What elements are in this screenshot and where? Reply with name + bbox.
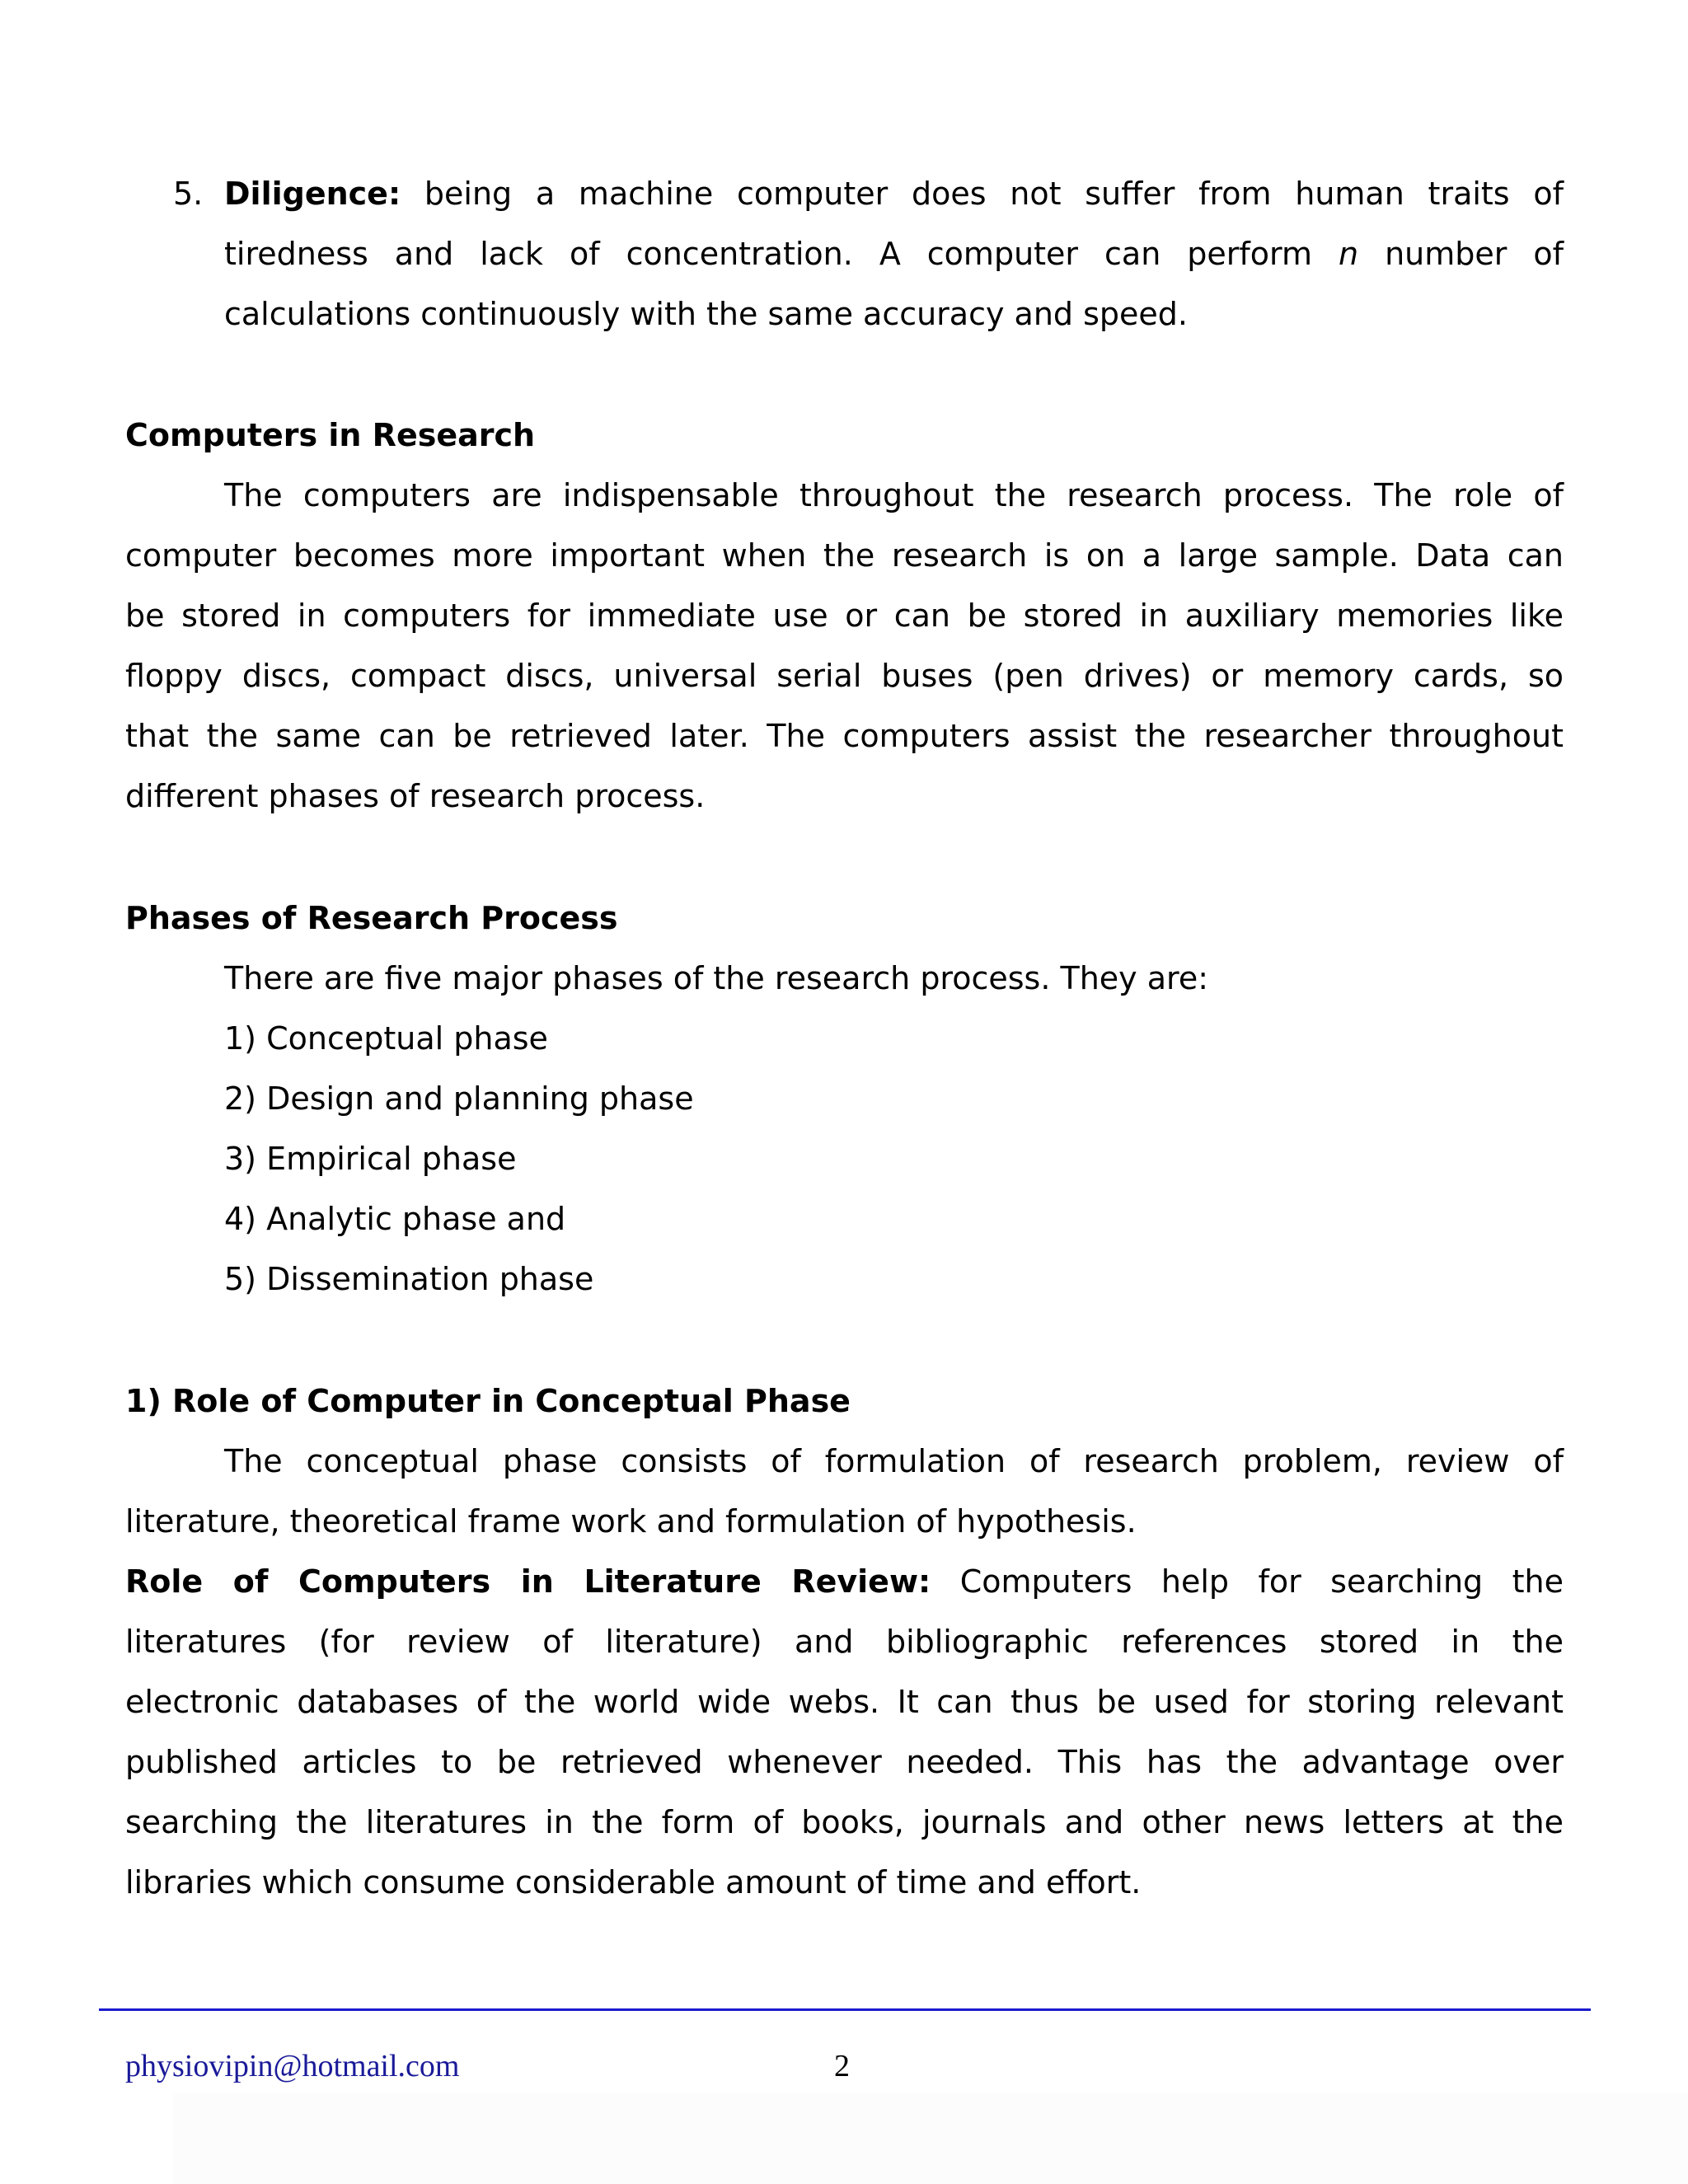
footer-divider [99, 2008, 1591, 2011]
heading-computers-in-research: Computers in Research [125, 417, 536, 453]
item5-label: Diligence: [224, 176, 401, 212]
cir-line-3: be stored in computers for immediate use or can be stored in auxiliary memories like [125, 598, 1564, 634]
cir-line-5: that the same can be retrieved later. The computers assist the researcher throughout [125, 718, 1564, 754]
item5-line3: calculations continuously with the same accuracy and speed. [224, 296, 1189, 332]
conceptual-line-2: literature, theoretical frame work and formulation of hypothesis. [125, 1503, 1137, 1540]
phase-item: 2) Design and planning phase [224, 1080, 694, 1117]
lit-line-2: literatures (for review of literature) and bibliographic references stored in the [125, 1624, 1564, 1660]
phase-item: 5) Dissemination phase [224, 1261, 594, 1297]
lit-line-6: libraries which consume considerable amount of time and effort. [125, 1864, 1142, 1900]
footer-email: physiovipin@hotmail.com [125, 2049, 460, 2083]
item5-italic-n: n [1338, 236, 1359, 272]
item5-line1-text: being a machine computer does not suffer from human traits of [424, 176, 1564, 212]
item5-line1 [224, 164, 1564, 224]
phase-item: 4) Analytic phase and [224, 1201, 566, 1237]
list-number: 5. [173, 176, 204, 212]
phase-item: 1) Conceptual phase [224, 1020, 548, 1057]
conceptual-line-1: The conceptual phase consists of formulation of research problem, review of [224, 1443, 1564, 1479]
heading-conceptual-phase: 1) Role of Computer in Conceptual Phase [125, 1383, 851, 1419]
page-number: 2 [834, 2049, 850, 2083]
lit-line-3: electronic databases of the world wide webs. It can thus be used for storing relevant [125, 1684, 1564, 1720]
item5-line2 [224, 224, 1564, 284]
cir-line-1: The computers are indispensable throughout the research process. The role of [224, 477, 1564, 513]
phases-intro: There are five major phases of the research process. They are: [224, 960, 1208, 996]
item5-line2-text-a: tiredness and lack of concentration. A computer can perform [224, 236, 1312, 272]
lit-line-5: searching the literatures in the form of books, journals and other news letters at the [125, 1804, 1564, 1840]
phase-item: 3) Empirical phase [224, 1141, 517, 1177]
cir-line-4: floppy discs, compact discs, universal serial buses (pen drives) or memory cards, so [125, 658, 1564, 694]
lit-line-4: published articles to be retrieved whenever needed. This has the advantage over [125, 1744, 1564, 1780]
page-bottom-shade [173, 2093, 1688, 2184]
lit-review-label: Role of Computers in Literature Review: [125, 1563, 931, 1600]
item5-line2-text-b: number of [1385, 236, 1564, 272]
heading-phases: Phases of Research Process [125, 900, 618, 936]
cir-line-2: computer becomes more important when the research is on a large sample. Data can [125, 537, 1564, 574]
lit-line-1-text: Computers help for searching the [959, 1563, 1564, 1600]
cir-line-6: different phases of research process. [125, 778, 706, 814]
lit-line-1 [125, 1552, 1564, 1612]
